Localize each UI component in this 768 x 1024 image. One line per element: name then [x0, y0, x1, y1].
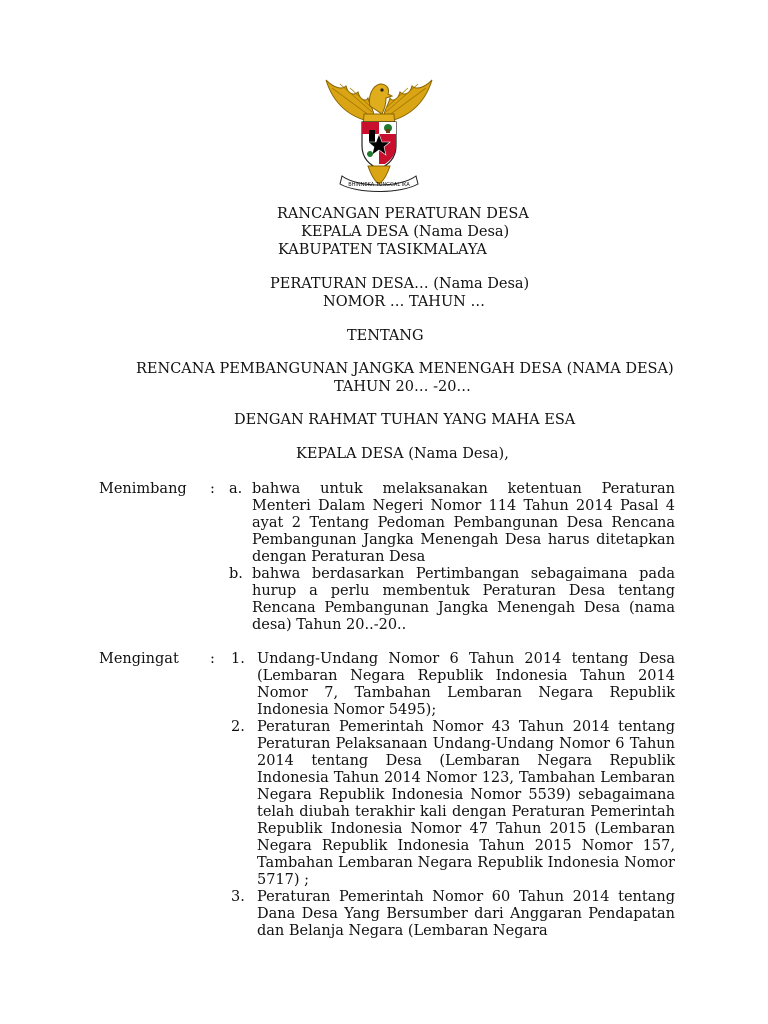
mengingat-item-1-text: Undang-Undang Nomor 6 Tahun 2014 tentang Desa (Lembaran Negara Republik Indonesia Tahun 2014 Nomor 7, Tambahan Lembaran Negara Republik Indonesia Nomor 5495); — [257, 651, 675, 718]
authority-line: KEPALA DESA (Nama Desa), — [296, 446, 509, 462]
garuda-emblem-icon — [312, 66, 446, 200]
menimbang-item-b-marker: b. — [229, 566, 243, 582]
subject-line-1: RENCANA PEMBANGUNAN JANGKA MENENGAH DESA (NAMA DESA) — [136, 361, 674, 377]
about-label: TENTANG — [347, 328, 424, 344]
mengingat-item-1-marker: 1. — [231, 651, 245, 667]
menimbang-item-b-text: bahwa berdasarkan Pertimbangan sebagaimana pada hurup a perlu membentuk Peraturan Desa tentang Rencana Pembangunan Jangka Menengah Desa (nama desa) Tahun 20..-20.. — [252, 566, 675, 633]
mengingat-item-2-text: Peraturan Pemerintah Nomor 43 Tahun 2014 tentang Peraturan Pelaksanaan Undang-Undang Nomor 6 Tahun 2014 tentang Desa (Lembaran Negara Republik Indonesia Tahun 2014 Nomor 123, Tambahan Lembaran Negara Republik Indonesia Nomor 5539) sebagaimana telah diubah terakhir kali dengan Peraturan Pemerintah Republik Indonesia Nomor 47 Tahun 2015 (Lembaran Negara Republik Indonesia Tahun 2015 Nomor 157, Tambahan Lembaran Negara Republik Indonesia Nomor 5717) ; — [257, 719, 675, 888]
regulation-number: NOMOR … TAHUN … — [323, 294, 485, 310]
menimbang-item-a-text: bahwa untuk melaksanakan ketentuan Peraturan Menteri Dalam Negeri Nomor 114 Tahun 2014 Pasal 4 ayat 2 Tentang Pedoman Pembangunan Desa Rencana Pembangunan Jangka Menengah Desa harus ditetapkan dengan Peraturan Desa — [252, 481, 675, 565]
mengingat-label: Mengingat — [99, 651, 179, 667]
menimbang-colon: : — [210, 481, 215, 497]
menimbang-label: Menimbang — [99, 481, 187, 497]
emblem-motto: BHINNEKA TUNGGAL IKA — [348, 182, 410, 188]
mengingat-item-3-text: Peraturan Pemerintah Nomor 60 Tahun 2014 tentang Dana Desa Yang Bersumber dari Anggaran Pendapatan dan Belanja Negara (Lembaran Negara — [257, 889, 675, 939]
mengingat-item-3-marker: 3. — [231, 889, 245, 905]
mengingat-colon: : — [210, 651, 215, 667]
blessing-line: DENGAN RAHMAT TUHAN YANG MAHA ESA — [234, 412, 576, 428]
menimbang-item-a-marker: a. — [229, 481, 243, 497]
heading-line-1: RANCANGAN PERATURAN DESA — [277, 206, 529, 222]
mengingat-item-2-marker: 2. — [231, 719, 245, 735]
heading-line-3: KABUPATEN TASIKMALAYA — [278, 242, 487, 258]
regulation-title: PERATURAN DESA… (Nama Desa) — [270, 276, 530, 292]
heading-line-2: KEPALA DESA (Nama Desa) — [301, 224, 510, 240]
subject-line-2: TAHUN 20… -20… — [334, 379, 471, 395]
